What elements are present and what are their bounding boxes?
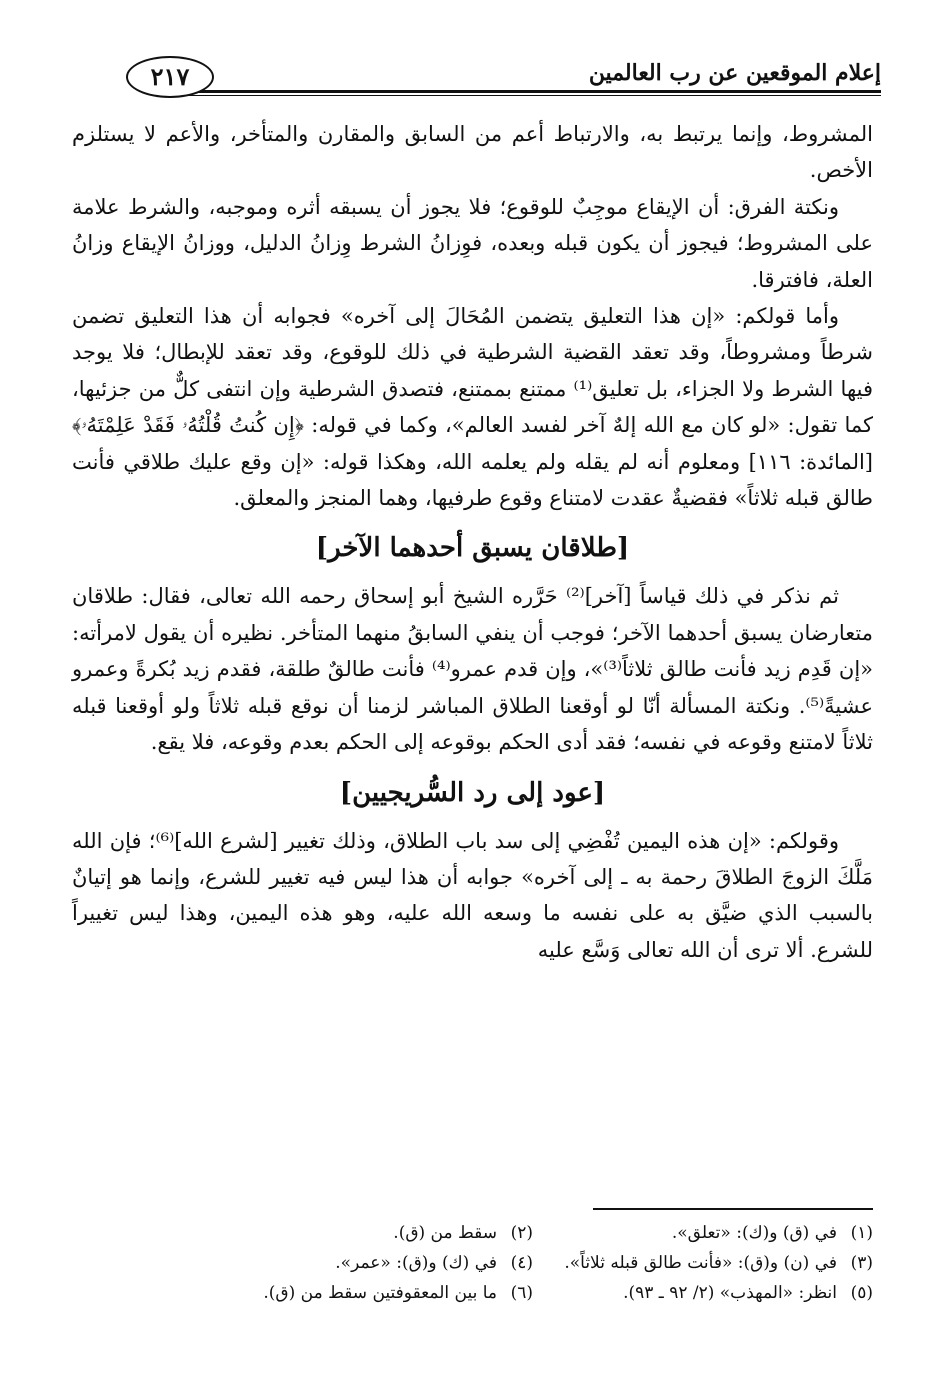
header-rule — [166, 90, 881, 93]
paragraph: ثم نذكر في ذلك قياساً [آخر]⁽²⁾ حَرَّره الشيخ أبو إسحاق رحمه الله تعالى، فقال: طلاقان متعارضان يسبق أحدهما الآخر؛ فوجب أن ينفي السابقُ منهما المتأخر. نظيره أن يقول لامرأته: «إن قَدِم زيد فأنت طالق ثلاثاً⁽³⁾»، وإن قدم عمرو⁽⁴⁾ فأنت طالقٌ طلقة، فقدم زيد بُكرةً وعمرو عشيةً⁽⁵⁾. ونكتة المسألة أنّا لو أوقعنا الطلاق المباشر لزمنا أن نوقع قبله ثلاثاً ولو أوقعنا قبله ثلاثاً لامتنع وقوعه في نفسه؛ فقد أدى الحكم بوقوعه إلى الحكم بعدم وقوعه، فلا يقع. — [72, 584, 874, 755]
footnote-number: (٢) — [510, 1223, 533, 1243]
footnote-text: في (ق) و(ك): «تعلق». — [671, 1223, 837, 1243]
footnote-number: (٦) — [510, 1283, 533, 1303]
main-text — [72, 116, 873, 968]
footnote-text: ما بين المعقوفتين سقط من (ق). — [263, 1283, 497, 1303]
running-title: إعلام الموقعين عن رب العالمين — [588, 60, 881, 86]
footnote-text: سقط من (ق). — [393, 1223, 497, 1243]
running-header — [102, 46, 881, 96]
footnotes — [120, 1218, 873, 1308]
footnote — [533, 1218, 873, 1248]
paragraph: المشروط، وإنما يرتبط به، والارتباط أعم من السابق والمقارن والمتأخر، والأعم لا يستلزم الأخص. — [72, 122, 873, 183]
footnote — [533, 1278, 873, 1308]
footnote-number: (١) — [850, 1223, 873, 1243]
footnote-number: (٤) — [510, 1253, 533, 1273]
section-heading: [عود إلى رد السُّريجيين] — [339, 777, 606, 808]
page-number: ٢١٧ — [126, 56, 214, 98]
footnote-row — [120, 1248, 873, 1278]
paragraph: وأما قولكم: «إن هذا التعليق يتضمن المُحَالَ إلى آخره» فجوابه أن هذا التعليق تضمن شرطاً ومشروطاً، وقد تعقد القضية الشرطية في ذلك للوقوع، وقد تعقد للإبطال؛ فلا يوجد فيها الشرط ولا الجزاء، بل تعليق⁽¹⁾ ممتنع بممتنع، فتصدق الشرطية وإن انتفى كلٌّ من جزئيها، كما تقول: «لو كان مع الله إلهٌ آخر لفسد العالم»، وكما في قوله: ﴿إِن كُنتُ قُلْتُهُۥ فَقَدْ عَلِمْتَهُۥ﴾ [المائدة: ١١٦] ومعلوم أنه لم يقله ولم يعلمه الله، وهكذا قوله: «إن وقع عليك طلاقي فأنت طالق قبله ثلاثاً» فقضيةٌ عقدت لامتناع وقوع طرفيها، وهما المنجز والمعلق. — [72, 304, 873, 511]
footnote — [193, 1218, 533, 1248]
footnote-number: (٣) — [850, 1253, 873, 1273]
footnote — [193, 1278, 533, 1308]
footnote-text: انظر: «المهذب» (٢/ ٩٢ ـ ٩٣). — [623, 1283, 837, 1303]
paragraph: ونكتة الفرق: أن الإيقاع موجِبٌ للوقوع؛ فلا يجوز أن يسبقه أثره وموجبه، والشرط علامة على المشروط؛ فيجوز أن يكون قبله وبعده، فوِزانُ الشرط وِزانُ الدليل، ووزانُ الإيقاع وزانُ العلة، فافترقا. — [72, 194, 873, 292]
footnote-rule — [593, 1208, 873, 1210]
section-heading: [طلاقان يسبق أحدهما الآخر] — [315, 533, 630, 564]
footnote-text: في (ك) و(ق): «عمر». — [335, 1253, 497, 1273]
footnote-row — [120, 1218, 873, 1248]
footnote-text: في (ن) و(ق): «فأنت طالق قبله ثلاثاً». — [564, 1253, 837, 1273]
footnote — [193, 1248, 533, 1278]
footnote-row — [120, 1278, 873, 1308]
paragraph: وقولكم: «إن هذه اليمين تُفْضِي إلى سد باب الطلاق، وذلك تغيير [لشرع الله]⁽⁶⁾؛ فإن الله مَلَّكَ الزوجَ الطلاقَ رحمة به ـ إلى آخره» جوابه أن هذا ليس فيه تغيير للشرع، وإنما هو إتيانٌ بالسبب الذي ضيَّق به على نفسه ما وسعه الله عليه، وهو هذه اليمين، وهذا ليس تغييراً للشرع. ألا ترى أن الله تعالى وَسَّع عليه — [72, 828, 873, 962]
header-rule-thin — [166, 95, 881, 96]
footnote — [533, 1248, 873, 1278]
footnote-number: (٥) — [850, 1283, 873, 1303]
